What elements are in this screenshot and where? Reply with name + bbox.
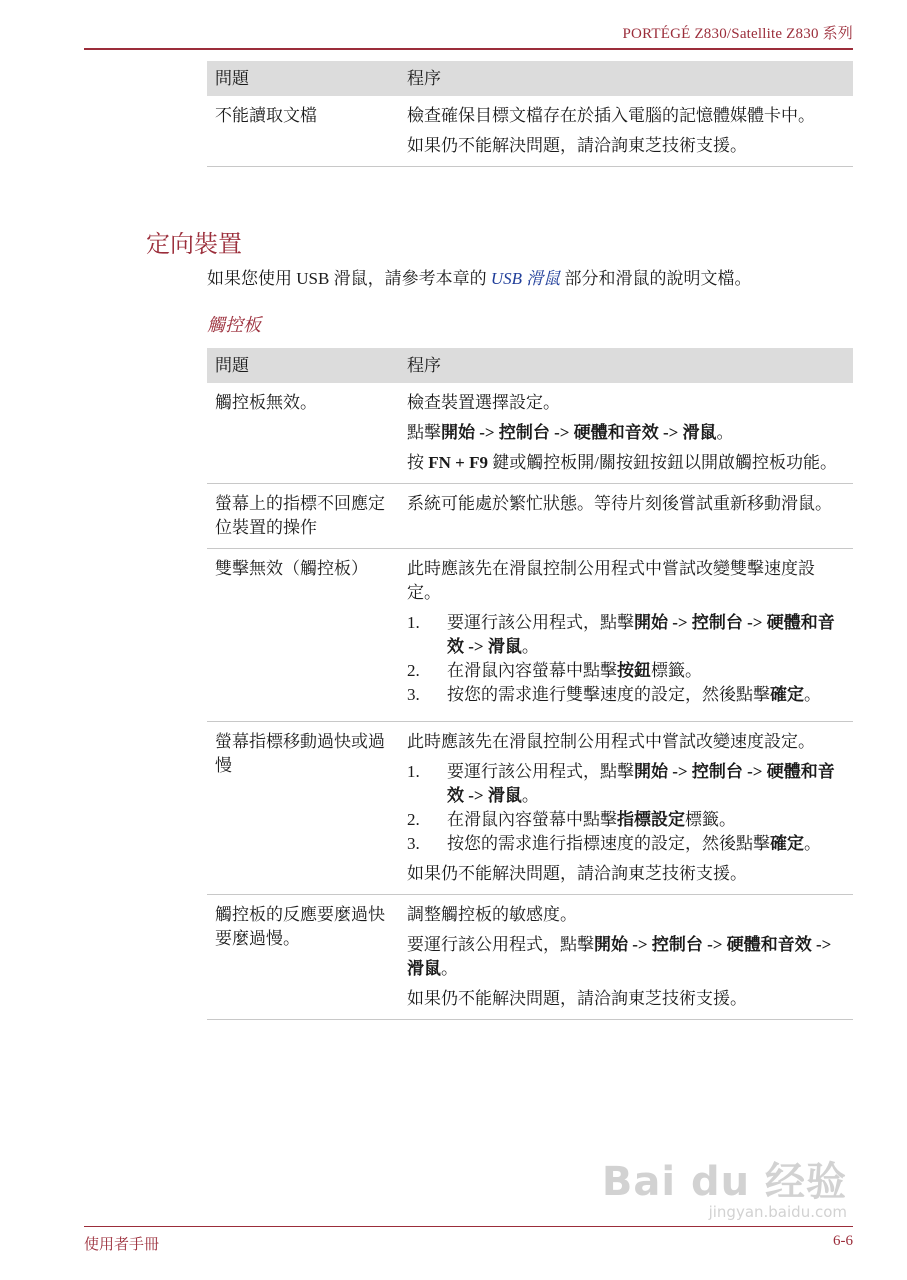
troubleshooting-table-touchpad: [207, 348, 853, 1020]
problem-cell: 螢幕指標移動過快或過慢: [207, 722, 399, 895]
list-item: [407, 760, 845, 808]
problem-cell: 觸控板無效。: [207, 383, 399, 484]
step-number: 2.: [407, 810, 420, 829]
text-run: 。: [804, 685, 821, 704]
text-run: 要運行該公用程式，點擊: [447, 762, 634, 781]
header-rule: [84, 48, 853, 50]
column-header-problem: 問題: [207, 61, 399, 96]
text-run: 。: [521, 637, 539, 656]
step-number: 1.: [407, 762, 420, 781]
menu-path: 開始 -> 控制台 -> 硬體和音效 -> 滑鼠: [447, 613, 835, 656]
table-row: [207, 383, 853, 484]
step-number: 1.: [407, 613, 420, 632]
table-row: [207, 895, 853, 1020]
procedure-text: [407, 933, 845, 981]
problem-cell: 螢幕上的指標不回應定位裝置的操作: [207, 484, 399, 549]
button-name: 確定: [770, 685, 804, 704]
procedure-cell: [399, 549, 853, 722]
key-combo: FN + F9: [428, 453, 488, 472]
usb-mouse-link[interactable]: USB 滑鼠: [490, 269, 561, 288]
list-item: [407, 659, 845, 683]
list-item: [407, 611, 845, 659]
step-number: 3.: [407, 685, 420, 704]
text-run: 在滑鼠內容螢幕中點擊: [447, 661, 617, 680]
subsection-heading: 觸控板: [207, 315, 261, 335]
page-header-title: PORTÉGÉ Z830/Satellite Z830 系列: [622, 26, 853, 42]
intro-text: 如果您使用 USB 滑鼠，請參考本章的: [207, 269, 491, 288]
footer-manual-title: 使用者手冊: [84, 1237, 160, 1253]
text-run: 要運行該公用程式，點擊: [407, 935, 594, 954]
table-header-row: [207, 348, 853, 383]
problem-cell: 不能讀取文檔: [207, 96, 399, 167]
intro-paragraph: [207, 264, 752, 289]
list-item: [407, 808, 845, 832]
procedure-text: [407, 421, 845, 445]
procedure-text: 檢查確保目標文檔存在於插入電腦的記憶體媒體卡中。: [407, 106, 815, 125]
text-run: 鍵或觸控板開/關按鈕按鈕以開啟觸控板功能。: [487, 453, 837, 472]
menu-path: 開始 -> 控制台 -> 硬體和音效 -> 滑鼠: [447, 762, 835, 805]
procedure-text: 系統可能處於繁忙狀態。等待片刻後嘗試重新移動滑鼠。: [407, 494, 832, 513]
procedure-text: 此時應該先在滑鼠控制公用程式中嘗試改變速度設定。: [407, 732, 815, 751]
procedure-cell: [399, 722, 853, 895]
text-run: 按您的需求進行指標速度的設定，然後點擊: [447, 834, 770, 853]
text-run: 標籤。: [651, 661, 702, 680]
text-run: 。: [804, 834, 821, 853]
tab-name: 指標設定: [617, 810, 685, 829]
section-title: 定向裝置: [146, 230, 242, 258]
watermark-url: jingyan.baidu.com: [708, 1203, 847, 1221]
tab-name: 按鈕: [617, 661, 651, 680]
problem-cell: 觸控板的反應要麼過快要麼過慢。: [207, 895, 399, 1020]
baidu-watermark: [602, 1150, 847, 1221]
text-run: 按您的需求進行雙擊速度的設定，然後點擊: [447, 685, 770, 704]
procedure-text: [407, 451, 845, 475]
text-run: 要運行該公用程式，點擊: [447, 613, 634, 632]
table-header-row: [207, 61, 853, 96]
procedure-cell: [399, 96, 853, 167]
watermark-brand: Bai du 经验: [601, 1159, 847, 1205]
column-header-problem: 問題: [207, 348, 399, 383]
column-header-procedure: 程序: [399, 348, 853, 383]
steps-list: [407, 611, 845, 707]
procedure-text: 如果仍不能解決問題，請洽詢東芝技術支援。: [407, 989, 747, 1008]
button-name: 確定: [770, 834, 804, 853]
menu-path: 開始 -> 控制台 -> 硬體和音效 -> 滑鼠: [407, 935, 832, 978]
intro-text: 部分和滑鼠的說明文檔。: [560, 269, 752, 288]
footer-rule: [84, 1226, 853, 1227]
list-item: [407, 683, 845, 707]
procedure-text: 如果仍不能解決問題，請洽詢東芝技術支援。: [407, 864, 747, 883]
step-number: 3.: [407, 834, 420, 853]
procedure-cell: [399, 383, 853, 484]
steps-list: [407, 760, 845, 856]
procedure-text: 如果仍不能解決問題，請洽詢東芝技術支援。: [407, 136, 747, 155]
list-item: [407, 832, 845, 856]
procedure-text: 調整觸控板的敏感度。: [407, 905, 577, 924]
text-run: 點擊: [407, 423, 441, 442]
problem-cell: 雙擊無效（觸控板）: [207, 549, 399, 722]
text-run: 。: [716, 423, 734, 442]
text-run: 。: [521, 786, 539, 805]
table-row: [207, 549, 853, 722]
text-run: 。: [441, 959, 458, 978]
procedure-cell: [399, 484, 853, 549]
table-row: [207, 96, 853, 167]
menu-path: 開始 -> 控制台 -> 硬體和音效 -> 滑鼠: [441, 423, 717, 442]
procedure-cell: [399, 895, 853, 1020]
text-run: 標籤。: [685, 810, 736, 829]
text-run: 按: [407, 453, 429, 472]
step-number: 2.: [407, 661, 420, 680]
table-row: [207, 722, 853, 895]
procedure-text: 檢查裝置選擇設定。: [407, 393, 560, 412]
troubleshooting-table-documents: [207, 61, 853, 167]
table-row: [207, 484, 853, 549]
page-number: 6-6: [833, 1233, 853, 1249]
text-run: 在滑鼠內容螢幕中點擊: [447, 810, 617, 829]
column-header-procedure: 程序: [399, 61, 853, 96]
procedure-text: 此時應該先在滑鼠控制公用程式中嘗試改變雙擊速度設定。: [407, 559, 815, 602]
